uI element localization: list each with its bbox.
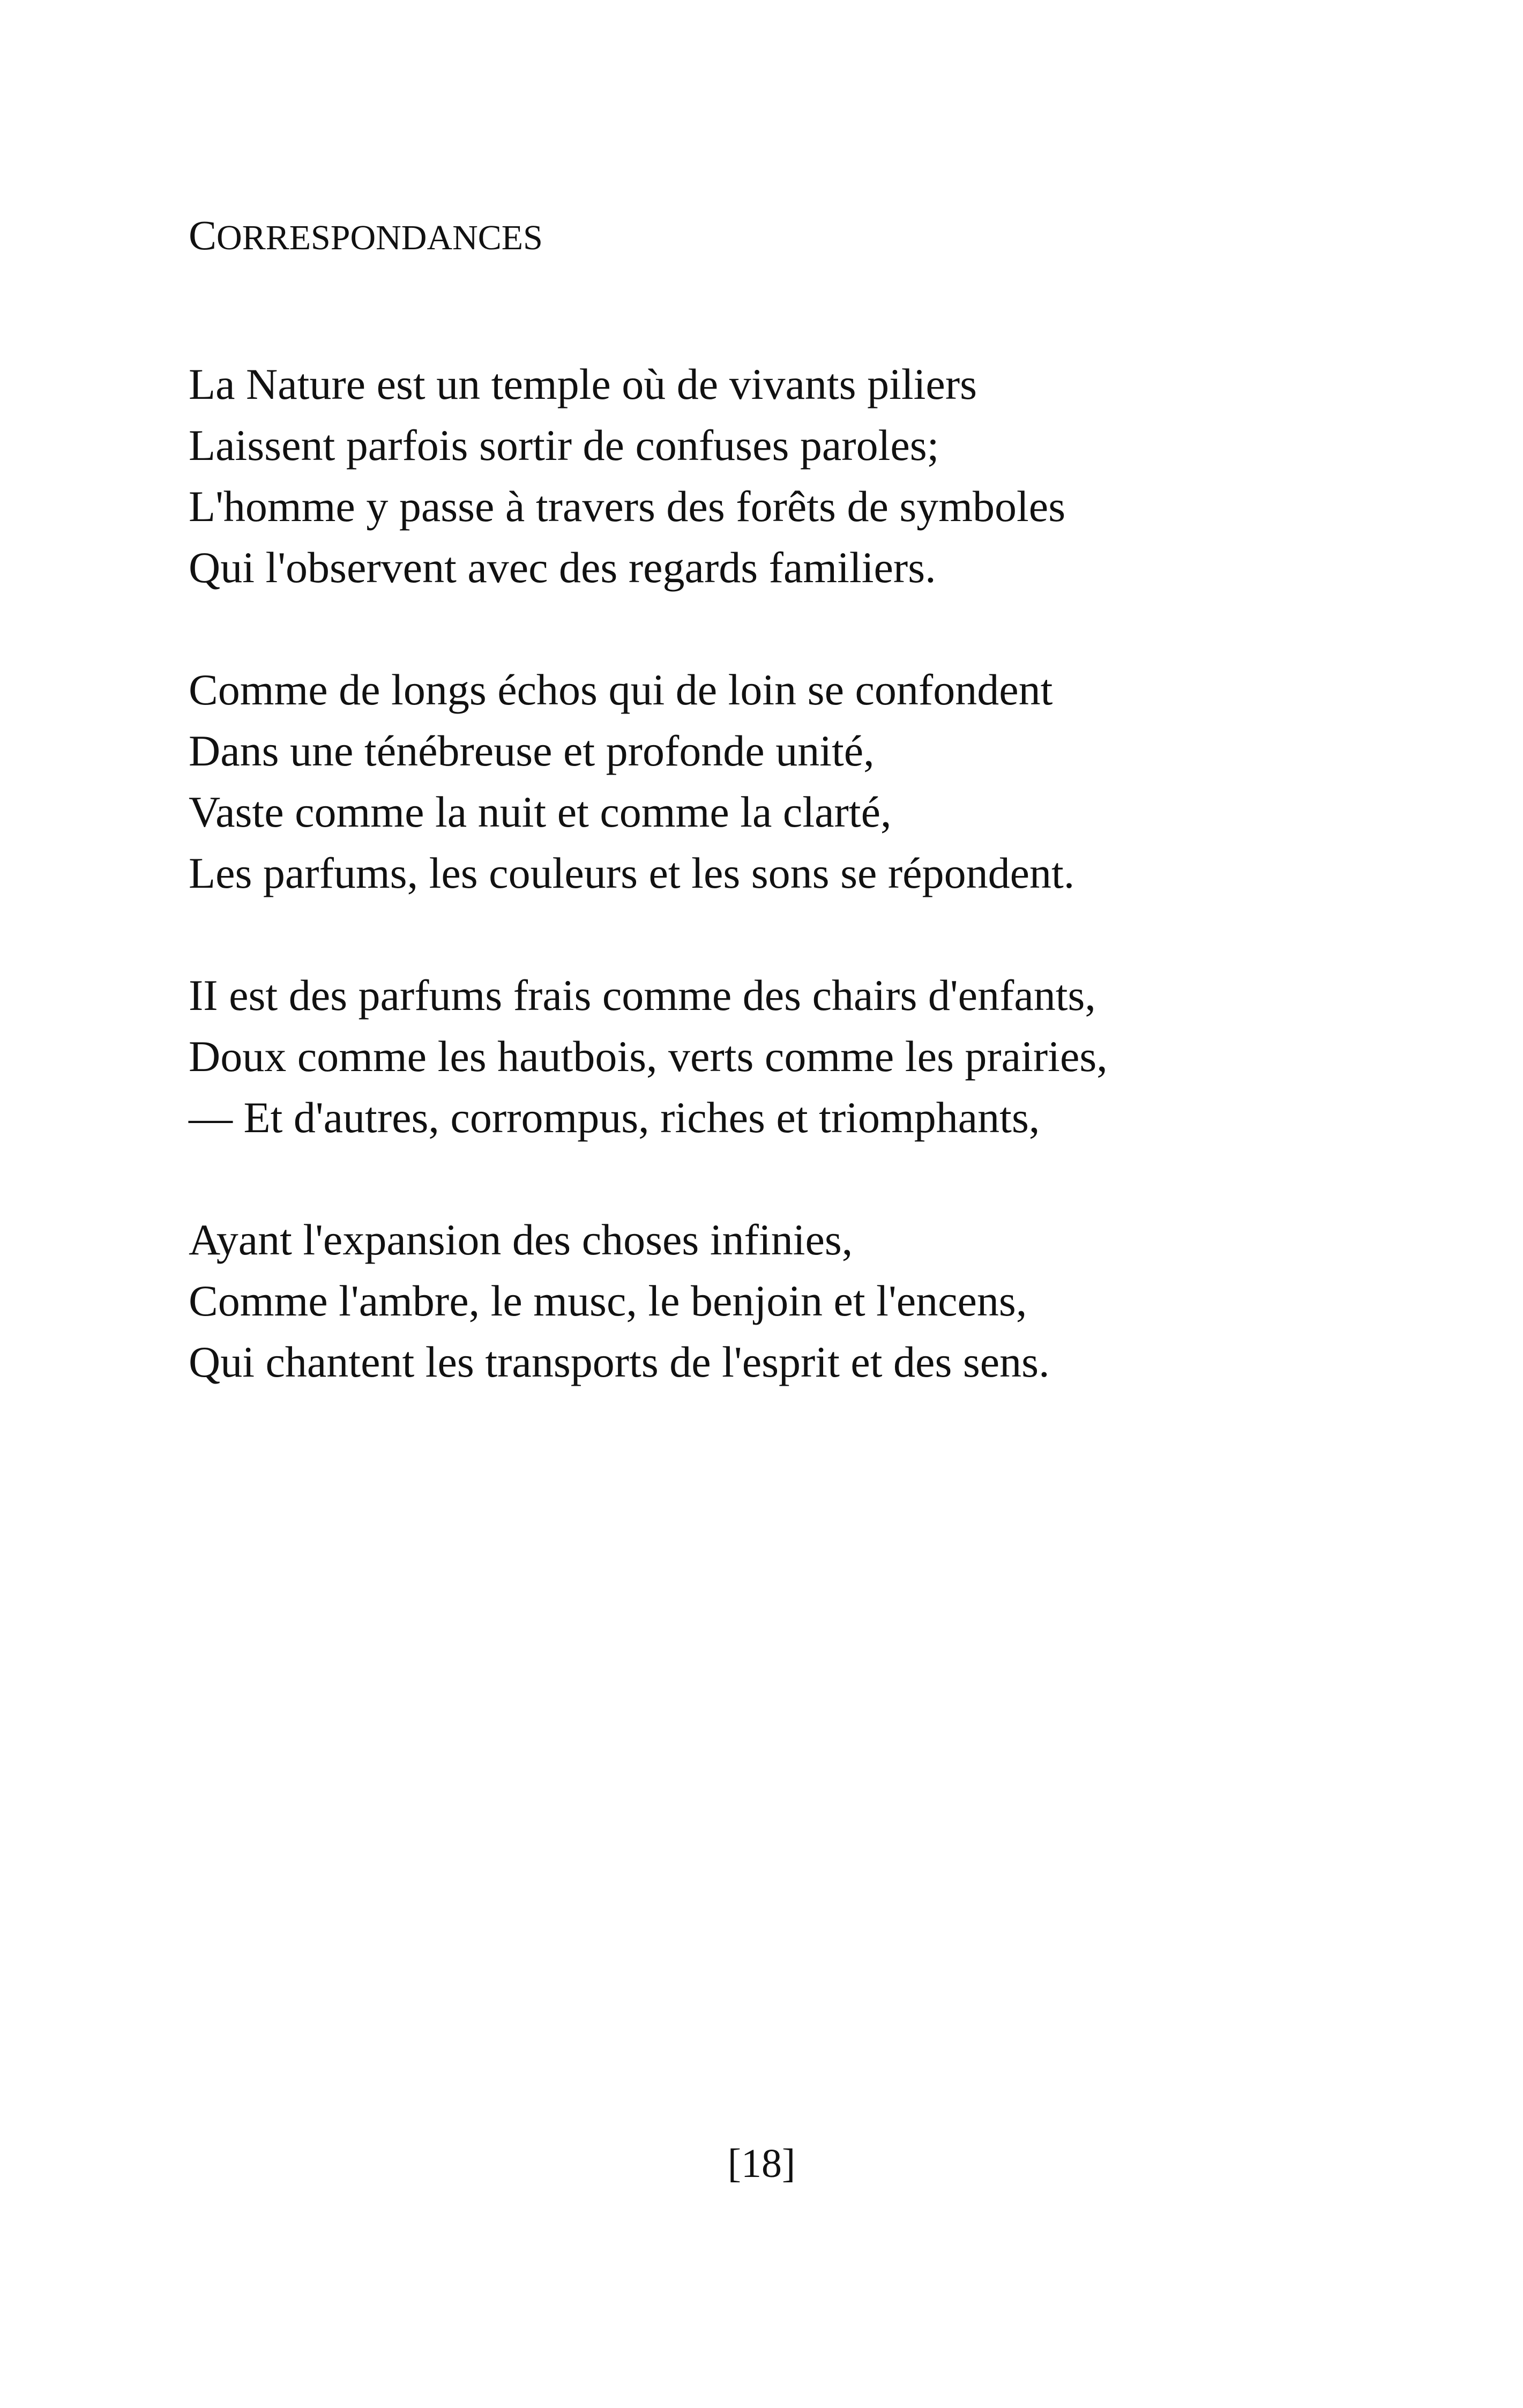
poem-body	[189, 354, 1108, 1454]
stanza-2	[189, 659, 1108, 904]
verse-line: Vaste comme la nuit et comme la clarté,	[189, 787, 892, 836]
verse-line: Comme l'ambre, le musc, le benjoin et l'encens,	[189, 1276, 1027, 1325]
stanza-3	[189, 965, 1108, 1148]
verse-line: Ayant l'expansion des choses infinies,	[189, 1215, 853, 1264]
verse-line: II est des parfums frais comme des chairs d'enfants,	[189, 971, 1096, 1020]
stanza-1	[189, 354, 1108, 598]
verse-line: Comme de longs échos qui de loin se confondent	[189, 665, 1053, 714]
verse-line: L'homme y passe à travers des forêts de symboles	[189, 482, 1066, 531]
poem-title	[189, 214, 543, 256]
verse-line: Les parfums, les couleurs et les sons se répondent.	[189, 849, 1075, 897]
poem-title-initial: C	[189, 212, 217, 258]
stanza-4	[189, 1209, 1108, 1393]
verse-line: — Et d'autres, corrompus, riches et triomphants,	[189, 1093, 1040, 1142]
verse-line: Dans une ténébreuse et profonde unité,	[189, 726, 875, 775]
verse-line: La Nature est un temple où de vivants piliers	[189, 360, 977, 408]
verse-line: Laissent parfois sortir de confuses paroles;	[189, 421, 939, 470]
verse-line: Doux comme les hautbois, verts comme les prairies,	[189, 1032, 1108, 1081]
verse-line: Qui chantent les transports de l'esprit et des sens.	[189, 1337, 1050, 1386]
page-number: [18]	[727, 2141, 796, 2186]
verse-line: Qui l'observent avec des regards familiers.	[189, 543, 936, 592]
poem-title-rest: ORRESPONDANCES	[216, 218, 543, 257]
